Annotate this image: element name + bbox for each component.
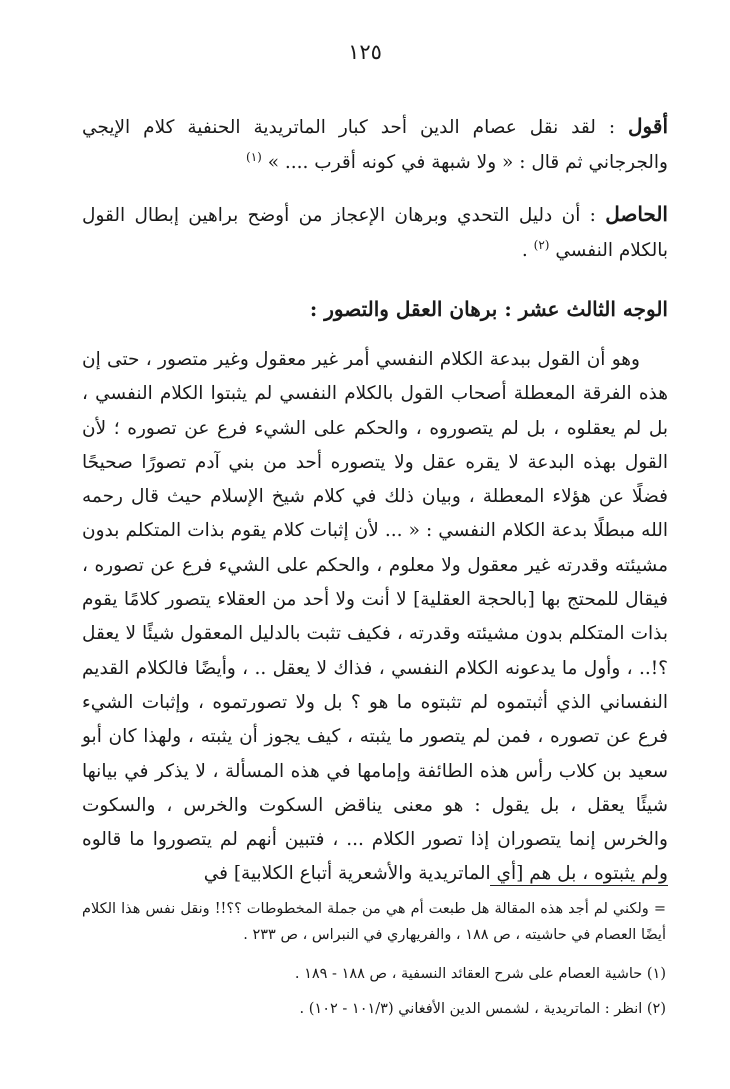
section-heading: الوجه الثالث عشر : برهان العقل والتصور : [309,297,668,321]
footnote-ref-2: (٢) [533,237,550,252]
footnote-2: (٢) انظر : الماتريدية ، لشمس الدين الأفغاني (١٠١/٣ - ١٠٢) . [299,1001,666,1017]
footnote-continuation: = ولكني لم أجد هذه المقالة هل طبعت أم هي من جملة المخطوطات ؟؟!! ونقل نفس هذا الكلام أيضًا العصام في حاشيته ، ص ١٨٨ ، والفريهاري في النبراس ، ص ٢٣٣ . [82,901,666,943]
paragraph-lead-hasil: الحاصل [605,202,668,226]
footnote-divider [490,885,668,886]
body-paragraph: وهو أن القول ببدعة الكلام النفسي أمر غير معقول وغير متصور ، حتى إن هذه الفرقة المعطلة أصحاب القول بالكلام النفسي لم يثبتوا الكلام النفسي ، بل لم يعقلوه ، بل لم يتصوروه ، والحكم على الشيء فرع عن تصوره ؛ لأن القول بهذه البدعة لا يقره عقل ولا يتصوره أحد من بني آدم تصورًا صحيحًا فضلًا عن هؤلاء المعطلة ، وبيان ذلك في كلام شيخ الإسلام حيث قال رحمه الله مبطلًا بدعة الكلام النفسي : « ... لأن إثبات كلام يقوم بذات المتكلم بدون مشيئته وقدرته غير معقول ولا معلوم ، والحكم على الشيء فرع عن تصوره ، فيقال للمحتج بها [بالحجة العقلية] لا أنت ولا أحد من العقلاء يتصور كلامًا يقوم بذات المتكلم بدون مشيئته وقدرته ، فكيف تثبت بالدليل المعقول شيئًا لا يعقل ؟!.. ، وأول ما يدعونه الكلام النفسي ، فذاك لا يعقل .. ، وأيضًا فالكلام القديم النفساني الذي أثبتموه لم تثبتوه ما هو ؟ بل ولا تصورتموه ، وإثبات الشيء فرع عن تصوره ، فمن لم يتصور ما يثبته ، كيف يجوز أن يثبته ، ولهذا كان أبو سعيد بن كلاب رأس هذه الطائفة وإمامها في هذه المسألة ، لا يذكر في بيانها شيئًا يعقل ، بل يقول : هو معنى يناقض السكوت والخرس ، والسكوت والخرس إنما يتصوران إذا تصور الكلام ... ، فتبين أنهم لم يتصوروا ما قالوه ولم يثبتوه ، بل هم [أي الماتريدية والأشعرية أتباع الكلابية] في [82,349,668,885]
paragraph-text-hasil: : أن دليل التحدي وبرهان الإعجاز من أوضح براهين إبطال القول بالكلام النفسي [82,205,668,261]
paragraph-hasil [82,197,668,268]
paragraph-text-aqul: : لقد نقل عصام الدين أحد كبار الماتريدية الحنفية كلام الإيجي والجرجاني ثم قال : « ولا شبهة في كونه أقرب .... » [82,117,668,173]
footnote-1: (١) حاشية العصام على شرح العقائد النسفية ، ص ١٨٨ - ١٨٩ . [294,966,666,982]
page-number: ١٢٥ [348,40,382,64]
paragraph-lead-aqul: أقول [628,114,668,138]
paragraph-tail-hasil: . [521,239,534,261]
footnote-ref-1: (١) [246,149,262,164]
paragraph-aqul [82,109,668,180]
